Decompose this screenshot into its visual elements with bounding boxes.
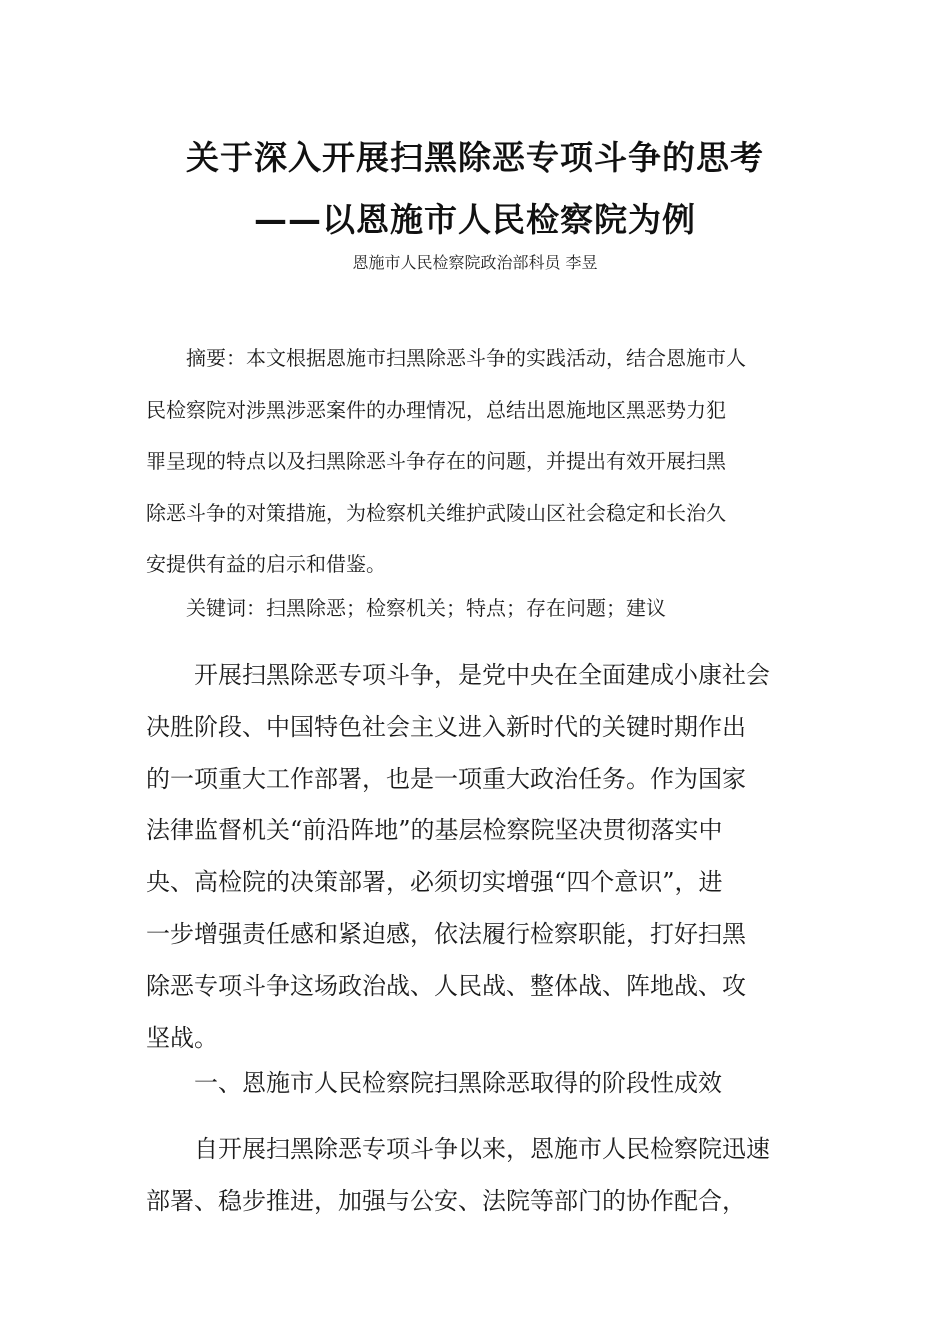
section-heading: 一、恩施市人民检察院扫黑除恶取得的阶段性成效 (146, 1069, 722, 1097)
body-line: 决胜阶段、中国特色社会主义进入新时代的关键时期作出 (146, 712, 746, 741)
abstract-line: 民检察院对涉黑涉恶案件的办理情况，总结出恩施地区黑恶势力犯 (146, 397, 726, 422)
abstract-paragraph (146, 333, 806, 591)
body-line: 法律监督机关“前沿阵地”的基层检察院坚决贯彻落实中 (146, 816, 723, 845)
body-line: 自开展扫黑除恶专项斗争以来，恩施市人民检察院迅速 (146, 1135, 770, 1163)
intro-paragraph (146, 650, 806, 1064)
document-subtitle: ——以恩施市人民检察院为例 (254, 200, 696, 239)
body-line: 一步增强责任感和紧迫感，依法履行检察职能，打好扫黑 (146, 919, 746, 948)
body-line: 坚战。 (146, 1023, 218, 1052)
author-line: 恩施市人民检察院政治部科员 李昱 (352, 253, 598, 272)
body-line: 开展扫黑除恶专项斗争，是党中央在全面建成小康社会 (146, 661, 770, 689)
body-line: 央、高检院的决策部署，必须切实增强“四个意识”，进 (146, 868, 723, 897)
abstract-line: 除恶斗争的对策措施，为检察机关维护武陵山区社会稳定和长治久 (146, 500, 726, 525)
body-line: 除恶专项斗争这场政治战、人民战、整体战、阵地战、攻 (146, 971, 746, 1000)
keywords-line: 关键词：扫黑除恶；检察机关；特点；存在问题；建议 (146, 596, 666, 620)
body-line: 部署、稳步推进，加强与公安、法院等部门的协作配合， (146, 1186, 746, 1215)
abstract-line: 安提供有益的启示和借鉴。 (146, 552, 386, 576)
abstract-line: 罪呈现的特点以及扫黑除恶斗争存在的问题，并提出有效开展扫黑 (146, 449, 726, 473)
abstract-line: 摘要：本文根据恩施市扫黑除恶斗争的实践活动，结合恩施市人 (146, 346, 746, 370)
section-paragraph (146, 1124, 806, 1228)
document-title: 关于深入开展扫黑除恶专项斗争的思考 (186, 138, 764, 177)
body-line: 的一项重大工作部署，也是一项重大政治任务。作为国家 (146, 764, 746, 793)
